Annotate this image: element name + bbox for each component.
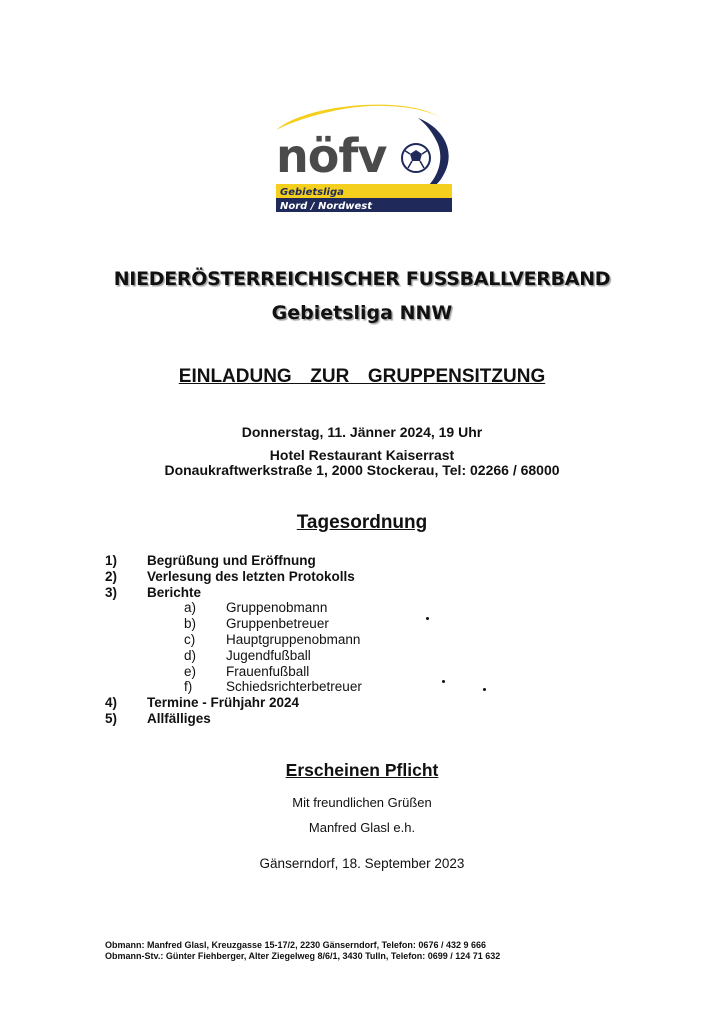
scan-dot (442, 680, 445, 683)
agenda-item-text: Verlesung des letzten Protokolls (147, 568, 355, 584)
scan-dot (483, 688, 486, 691)
invitation-heading: EINLADUNG ZUR GRUPPENSITZUNG (178, 366, 546, 387)
meeting-venue: Hotel Restaurant Kaiserrast (269, 447, 455, 463)
agenda-item (105, 553, 605, 569)
footer-contacts (105, 940, 500, 962)
agenda-subitem-text: Gruppenobmann (226, 600, 328, 616)
agenda-subitem-letter: e) (184, 663, 197, 679)
agenda-subitem-text: Jugendfußball (226, 647, 311, 663)
meeting-address: Donaukraftwerkstraße 1, 2000 Stockerau, Tel: 02266 / 68000 (164, 462, 560, 478)
greeting: Mit freundlichen Grüßen (292, 795, 432, 810)
agenda-item-text: Allfälliges (147, 710, 211, 726)
meeting-date: Donnerstag, 11. Jänner 2024, 19 Uhr (241, 424, 483, 440)
logo-line2: Nord / Nordwest (280, 201, 373, 212)
logo-line1: Gebietsliga (280, 187, 344, 198)
agenda-subitem-letter: c) (184, 631, 196, 647)
agenda-subitem (105, 616, 605, 632)
agenda-list (105, 553, 605, 727)
agenda-item-number: 1) (105, 553, 118, 568)
agenda-item-number: 2) (105, 568, 118, 584)
agenda-item-text: Begrüßung und Eröffnung (147, 553, 316, 568)
agenda-item (105, 569, 605, 585)
agenda-subitem-text: Gruppenbetreuer (226, 616, 329, 632)
agenda-item-number: 5) (105, 710, 118, 726)
agenda-subitem-text: Frauenfußball (226, 663, 310, 679)
signature: Manfred Glasl e.h. (308, 820, 416, 835)
agenda-subitem-text: Hauptgruppenobmann (226, 631, 361, 647)
agenda-item (105, 711, 605, 727)
agenda-subitem-letter: f) (184, 679, 193, 695)
agenda-item-text: Berichte (147, 584, 202, 600)
noefv-logo (268, 100, 460, 216)
league-title: Gebietsliga NNW (271, 302, 453, 324)
agenda-subitem-letter: a) (184, 600, 197, 616)
agenda-item (105, 695, 605, 711)
organization-title: NIEDERÖSTERREICHISCHER FUSSBALLVERBAND (113, 268, 611, 290)
agenda-subitem (105, 679, 605, 695)
agenda-subitem (105, 632, 605, 648)
agenda-item-number: 4) (105, 695, 118, 711)
footer-line-chairman: Obmann: Manfred Glasl, Kreuzgasse 15-17/2, 2230 Gänserndorf, Telefon: 0676 / 432 9 666 (105, 940, 486, 950)
agenda-subitem (105, 600, 605, 616)
attendance-mandatory: Erscheinen Pflicht (285, 760, 439, 780)
agenda-subitem (105, 648, 605, 664)
agenda-subitem (105, 664, 605, 680)
agenda-item (105, 585, 605, 601)
agenda-item-text: Termine - Frühjahr 2024 (147, 695, 300, 711)
footer-line-deputy: Obmann-Stv.: Günter Fiehberger, Alter Ziegelweg 8/6/1, 3430 Tulln, Telefon: 0699 / 124 71 632 (105, 951, 501, 961)
place-date: Gänserndorf, 18. September 2023 (259, 856, 465, 871)
agenda-subitem-letter: b) (184, 616, 197, 632)
logo-wordmark: nöfv (276, 129, 387, 183)
scan-dot (426, 617, 429, 620)
agenda-title: Tagesordnung (296, 512, 428, 533)
agenda-subitem-letter: d) (184, 647, 197, 663)
agenda-subitem-text: Schiedsrichterbetreuer (226, 679, 362, 695)
agenda-item-number: 3) (105, 584, 118, 600)
